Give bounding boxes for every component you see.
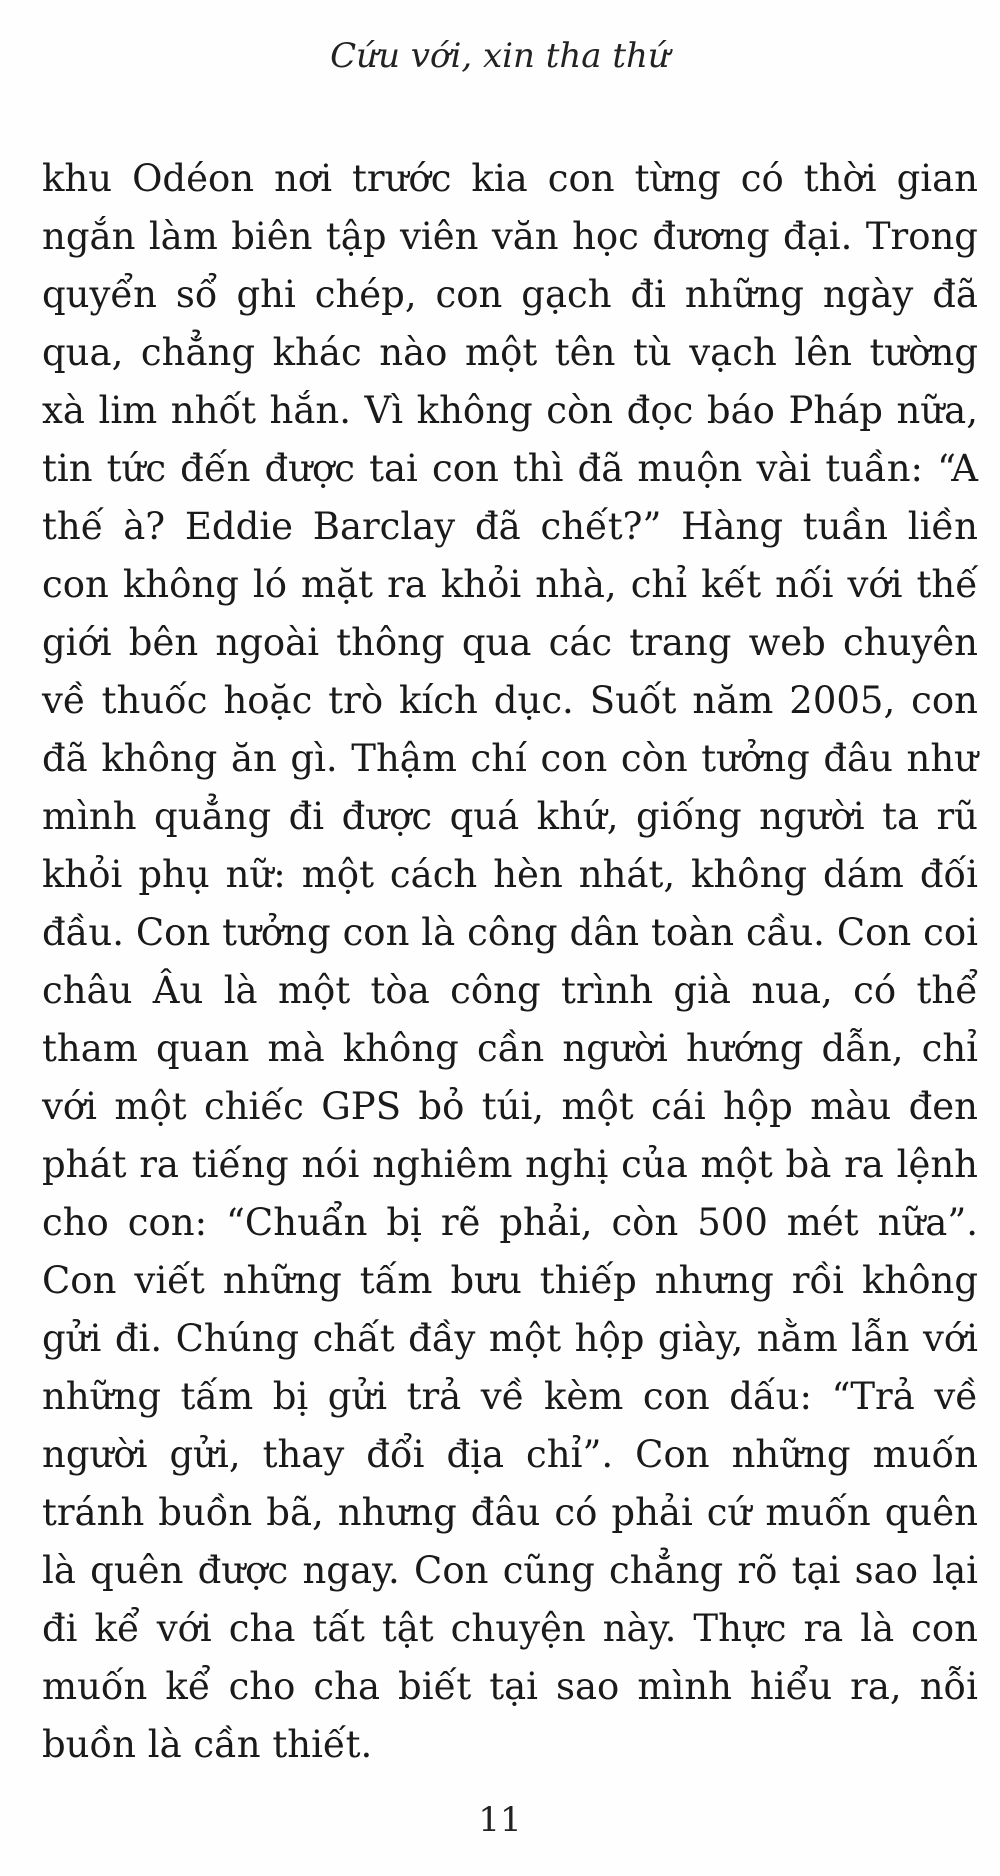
running-header: Cứu với, xin tha thứ — [330, 36, 670, 76]
paragraph: khu Odéon nơi trước kia con từng có thời gian ngắn làm biên tập viên văn học đương đại. Trong quyển sổ ghi chép, con gạch đi những ngày đã qua, chẳng khác nào một tên tù vạch lên tường xà lim nhốt hắn. Vì không còn đọc báo Pháp nữa, tin tức đến được tai con thì đã muộn vài tuần: “A thế à? Eddie Barclay đã chết?” Hàng tuần liền con không ló mặt ra khỏi nhà, chỉ kết nối với thế giới bên ngoài thông qua các trang web chuyên về thuốc hoặc trò kích dục. Suốt năm 2005, con đã không ăn gì. Thậm chí con còn tưởng đâu như mình quẳng đi được quá khứ, giống người ta rũ khỏi phụ nữ: một cách hèn nhát, không dám đối đầu. Con tưởng con là công dân toàn cầu. Con coi châu Âu là một tòa công trình già nua, có thể tham quan mà không cần người hướng dẫn, chỉ với một chiếc GPS bỏ túi, một cái hộp màu đen phát ra tiếng nói nghiêm nghị của một bà ra lệnh cho con: “Chuẩn bị rẽ phải, còn 500 mét nữa”. Con viết những tấm bưu thiếp nhưng rồi không gửi đi. Chúng chất đầy một hộp giày, nằm lẫn với những tấm bị gửi trả về kèm con dấu: “Trả về người gửi, thay đổi địa chỉ”. Con những muốn tránh buồn bã, nhưng đâu có phải cứ muốn quên là quên được ngay. Con cũng chẳng rõ tại sao lại đi kể với cha tất tật chuyện này. Thực ra là con muốn kể cho cha biết tại sao mình hiểu ra, nỗi buồn là cần thiết. — [42, 157, 978, 1766]
body-text — [42, 150, 978, 1774]
page-number: 11 — [478, 1800, 522, 1840]
